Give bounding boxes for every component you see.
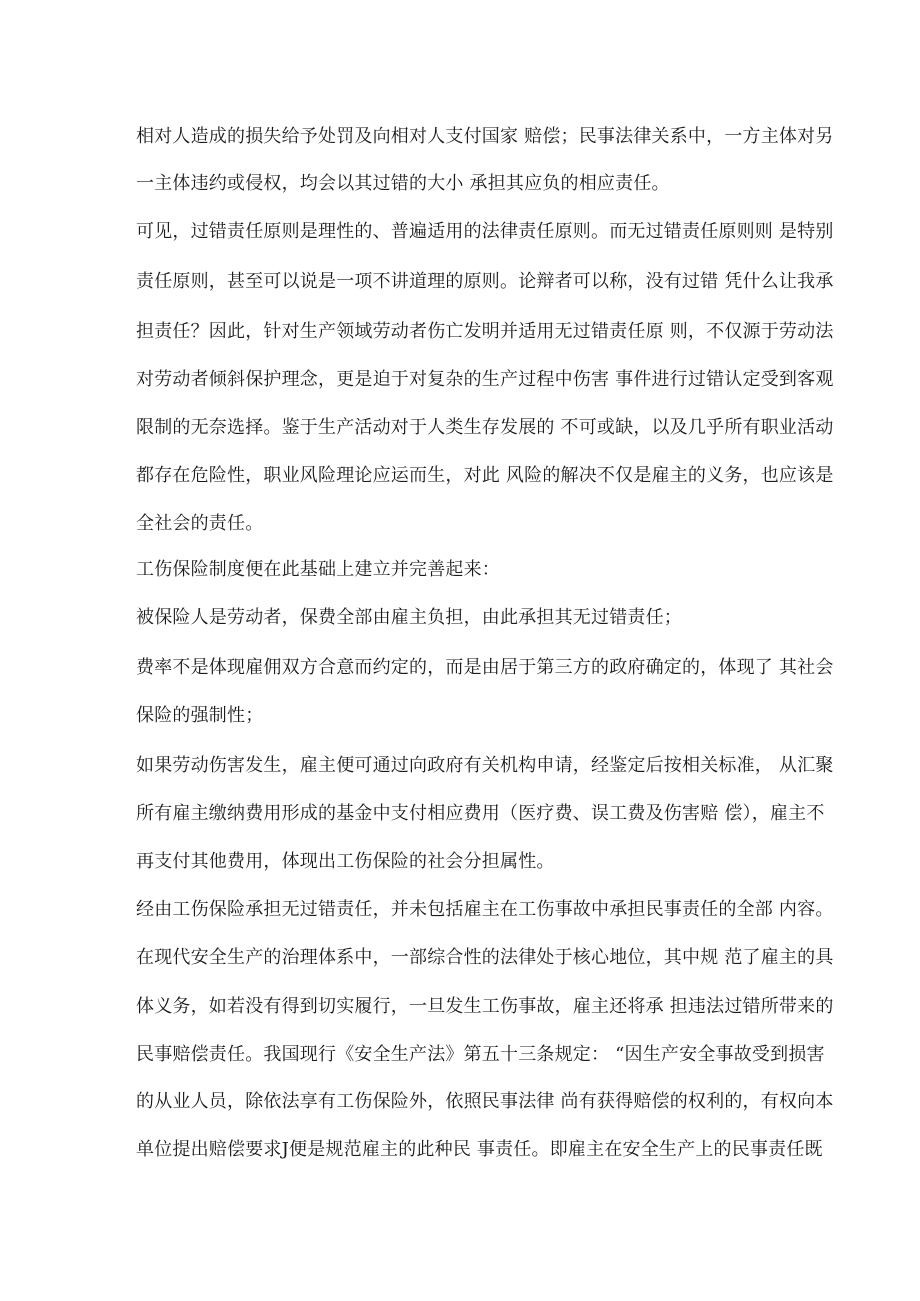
text-line: 对劳动者倾斜保护理念，更是迫于对复杂的生产过程中伤害 事件进行过错认定受到客观 [136,369,834,390]
text-line: 全社会的责任。 [136,513,264,534]
text-line: 的从业人员，除依法享有工伤保险外，依照民事法律 尚有获得赔偿的权利的，有权向本 [136,1091,834,1112]
text-line: 责任原则，甚至可以说是一项不讲道理的原则。论辩者可以称，没有过错 凭什么让我承 [136,271,834,292]
text-line: 单位提出赔偿要求J便是规范雇主的此种民 事责任。即雇主在安全生产上的民事责任既 [136,1139,823,1160]
text-line: 限制的无奈选择。鉴于生产活动对于人类生存发展的 不可或缺，以及几乎所有职业活动 [136,417,834,438]
text-line: 一主体违约或侵权，均会以其过错的大小 承担其应负的相应责任。 [136,173,670,194]
text-line: 工伤保险制度便在此基础上建立并完善起来： [136,559,500,580]
text-line: 民事赔偿责任。我国现行《安全生产法》第五十三条规定： “因生产安全事故受到损害 [136,1044,825,1065]
text-line: 可见，过错责任原则是理性的、普遍适用的法律责任原则。而无过错责任原则则 是特别 [136,221,834,242]
text-line: 再支付其他费用，体现出工伤保险的社会分担属性。 [136,851,555,872]
text-line: 相对人造成的损失给予处罚及向相对人支付国家 赔偿；民事法律关系中，一方主体对另 [136,126,834,147]
text-line: 都存在危险性，职业风险理论应运而生，对此 风险的解决不仅是雇主的义务，也应该是 [136,465,834,486]
text-line: 经由工伤保险承担无过错责任，并未包括雇主在工伤事故中承担民事责任的全部 内容。 [136,899,834,920]
text-line: 担责任？因此，针对生产领域劳动者伤亡发明并适用无过错责任原 则，不仅源于劳动法 [136,321,834,342]
text-line: 保险的强制性； [136,705,264,726]
text-line: 所有雇主缴纳费用形成的基金中支付相应费用（医疗费、误工费及伤害赔 偿），雇主不 [136,803,825,824]
text-line: 被保险人是劳动者，保费全部由雇主负担，由此承担其无过错责任； [136,607,682,628]
text-line: 如果劳动伤害发生，雇主便可通过向政府有关机构申请，经鉴定后按相关标准， 从汇聚 [136,755,834,776]
text-line: 费率不是体现雇佣双方合意而约定的，而是由居于第三方的政府确定的，体现了 其社会 [136,657,834,678]
text-line: 体义务，如若没有得到切实履行，一旦发生工伤事故，雇主还将承 担违法过错所带来的 [136,996,834,1017]
text-line: 在现代安全生产的治理体系中，一部综合性的法律处于核心地位，其中规 范了雇主的具 [136,947,834,968]
